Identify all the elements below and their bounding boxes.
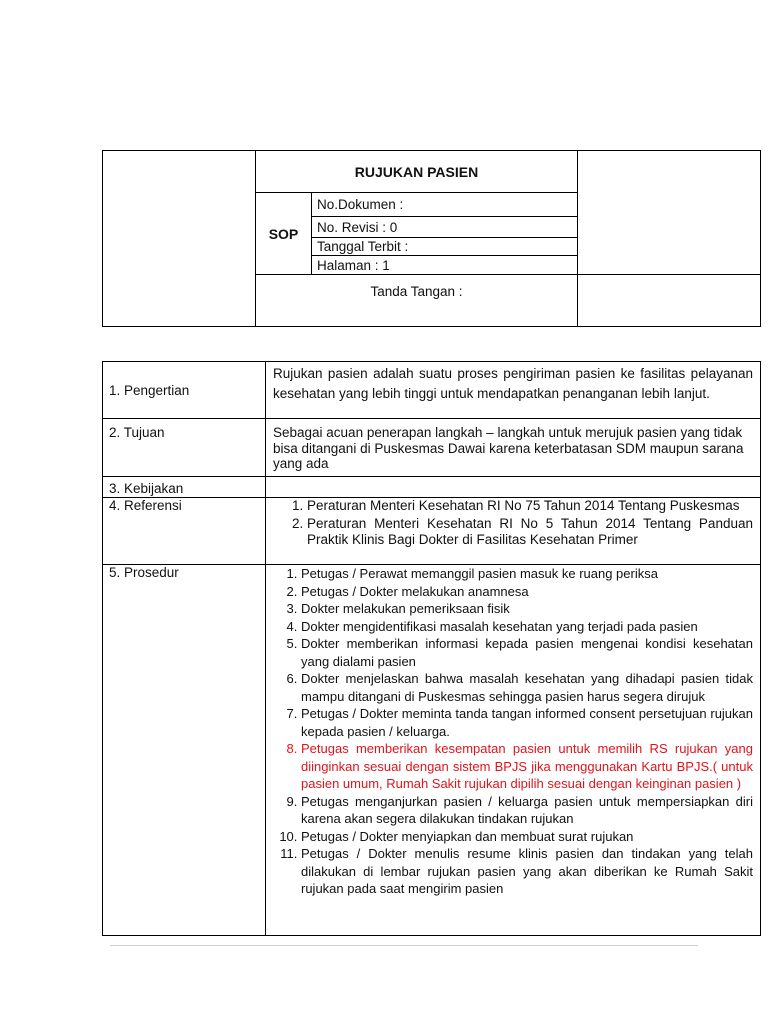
prosedur-item: 2. Petugas / Dokter melakukan anamnesa (301, 583, 753, 601)
label-kebijakan: 3. Kebijakan (103, 477, 266, 498)
meta-no-dokumen: No.Dokumen : (312, 193, 578, 217)
prosedur-item: 4. Dokter mengidentifikasi masalah kesehatan yang terjadi pada pasien (301, 618, 753, 636)
referensi-item: 1. Peraturan Menteri Kesehatan RI No 75 Tahun 2014 Tentang Puskesmas (307, 498, 753, 514)
prosedur-item: 6. Dokter menjelaskan bahwa masalah kesehatan yang dihadapi pasien tidak mampu ditangani di Puskesmas sehingga pasien harus segera dirujuk (301, 670, 753, 705)
text-pengertian: Rujukan pasien adalah suatu proses pengiriman pasien ke fasilitas pelayanan kesehatan yang lebih tinggi untuk mendapatkan penanganan lebih lanjut. (266, 362, 761, 419)
prosedur-item: 11. Petugas / Dokter menulis resume klinis pasien dan tindakan yang telah dilakukan di lembar rujukan pasien yang akan diberikan ke Rumah Sakit rujukan pada saat mengirim pasien (301, 845, 753, 898)
label-pengertian: 1. Pengertian (103, 362, 266, 419)
prosedur-item-highlight: 8. Petugas memberikan kesempatan pasien untuk memilih RS rujukan yang diinginkan sesuai dengan sistem BPJS jika menggunakan Kartu BPJS.( untuk pasien umum, Rumah Sakit rujukan dipilih sesuai dengan keinginan pasien ) (301, 740, 753, 793)
meta-no-revisi: No. Revisi : 0 (312, 217, 578, 238)
text-tujuan: Sebagai acuan penerapan langkah – langkah untuk merujuk pasien yang tidak bisa ditangani di Puskesmas Dawai karena keterbatasan SDM maupun sarana yang ada (266, 419, 761, 477)
logo-cell-left (103, 151, 256, 327)
logo-cell-right (578, 151, 761, 275)
prosedur-item: 10. Petugas / Dokter menyiapkan dan membuat surat rujukan (301, 828, 753, 846)
prosedur-item: 9. Petugas menganjurkan pasien / keluarga pasien untuk mempersiapkan diri karena akan segera dilakukan tindakan rujukan (301, 793, 753, 828)
header-table (102, 150, 761, 327)
sop-body-table (102, 361, 761, 936)
label-prosedur: 5. Prosedur (103, 565, 266, 936)
signature-field: Tanda Tangan : (256, 275, 578, 327)
text-kebijakan (266, 477, 761, 498)
sop-label: SOP (256, 193, 312, 275)
meta-tanggal-terbit: Tanggal Terbit : (312, 238, 578, 256)
footer-divider (110, 945, 698, 946)
list-prosedur (266, 565, 761, 936)
prosedur-item: 3. Dokter melakukan pemeriksaan fisik (301, 600, 753, 618)
meta-halaman: Halaman : 1 (312, 256, 578, 275)
label-tujuan: 2. Tujuan (103, 419, 266, 477)
document-title: RUJUKAN PASIEN (256, 151, 578, 193)
empty-cell-right (578, 275, 761, 327)
prosedur-item: 1. Petugas / Perawat memanggil pasien masuk ke ruang periksa (301, 565, 753, 583)
referensi-item: 2. Peraturan Menteri Kesehatan RI No 5 Tahun 2014 Tentang Panduan Praktik Klinis Bagi Dokter di Fasilitas Kesehatan Primer (307, 516, 753, 548)
prosedur-item: 7. Petugas / Dokter meminta tanda tangan informed consent persetujuan rujukan kepada pasien / keluarga. (301, 705, 753, 740)
list-referensi (266, 498, 761, 565)
prosedur-item: 5. Dokter memberikan informasi kepada pasien mengenai kondisi kesehatan yang dialami pasien (301, 635, 753, 670)
label-referensi: 4. Referensi (103, 498, 266, 565)
